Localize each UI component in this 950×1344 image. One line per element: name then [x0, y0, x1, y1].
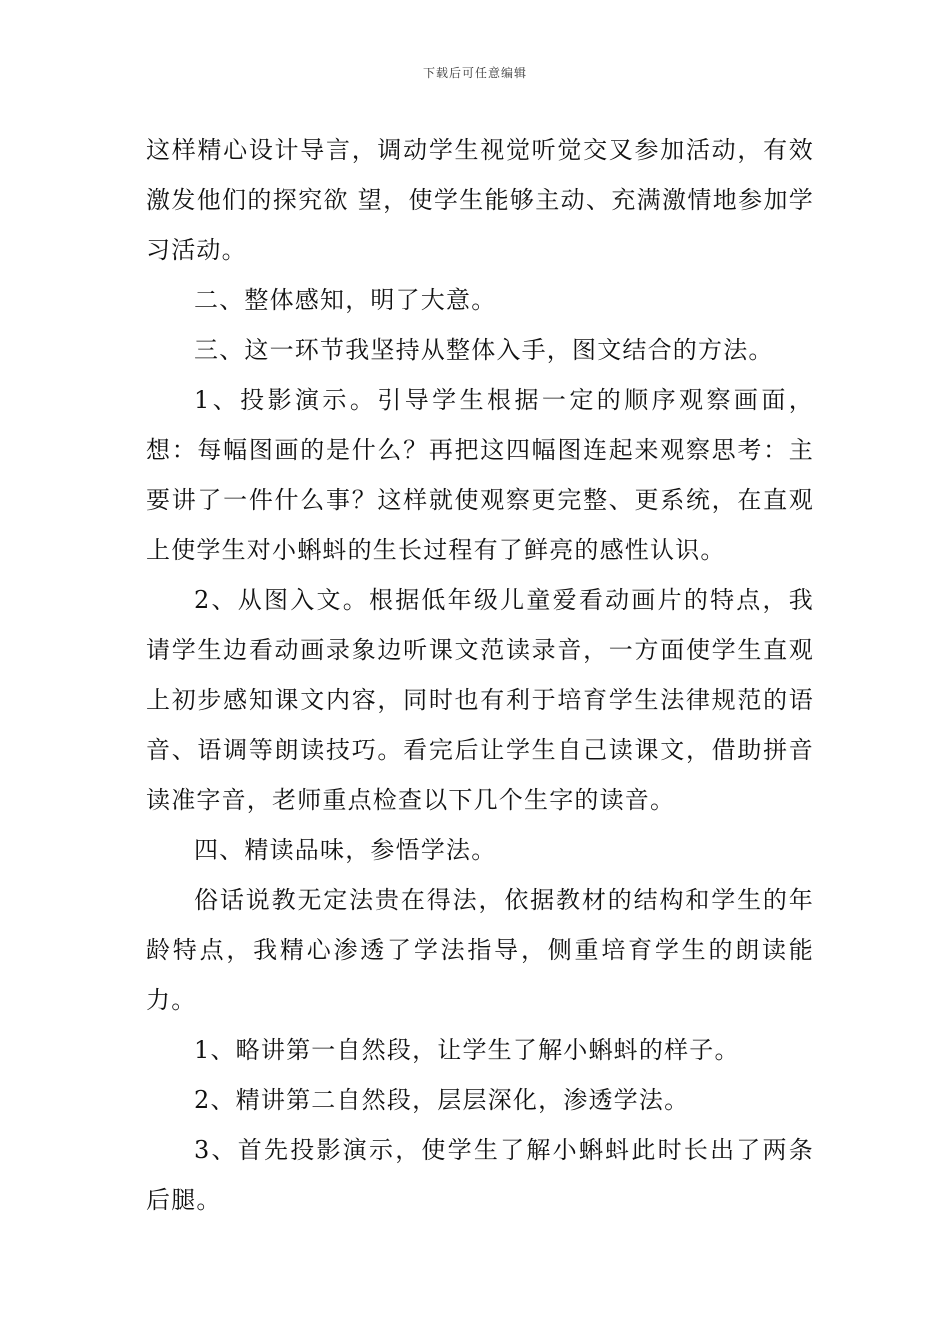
paragraph-7: 俗话说教无定法贵在得法，依据教材的结构和学生的年龄特点，我精心渗透了学法指导，侧重培育学生的朗读能力。: [146, 886, 814, 1014]
paragraph-9: 2、精讲第二自然段，层层深化，渗透学法。: [194, 1086, 690, 1114]
paragraph-10: 3、首先投影演示，使学生了解小蝌蚪此时长出了两条后腿。: [146, 1136, 814, 1214]
paragraph-6: 四、精读品味，参悟学法。: [194, 836, 497, 864]
header-note: 下载后可任意编辑: [422, 66, 527, 80]
paragraph-8: 1、略讲第一自然段，让学生了解小蝌蚪的样子。: [194, 1036, 740, 1064]
paragraph-2: 二、整体感知，明了大意。: [194, 286, 497, 314]
paragraph-3: 三、这一环节我坚持从整体入手，图文结合的方法。: [194, 336, 774, 364]
body-text: [146, 125, 814, 1225]
paragraph-1: 这样精心设计导言，调动学生视觉听觉交叉参加活动，有效激发他们的探究欲 望，使学生能够主动、充满激情地参加学习活动。: [146, 136, 814, 264]
paragraph-4: 1、投影演示。引导学生根据一定的顺序观察画面，想：每幅图画的是什么？再把这四幅图连起来观察思考：主要讲了一件什么事？这样就使观察更完整、更系统，在直观上使学生对小蝌蚪的生长过程有了鲜亮的感性认识。: [146, 386, 814, 564]
paragraph-5: 2、从图入文。根据低年级儿童爱看动画片的特点，我请学生边看动画录象边听课文范读录音，一方面使学生直观上初步感知课文内容，同时也有利于培育学生法律规范的语音、语调等朗读技巧。看完后让学生自己读课文，借助拼音读准字音，老师重点检查以下几个生字的读音。: [146, 586, 814, 814]
